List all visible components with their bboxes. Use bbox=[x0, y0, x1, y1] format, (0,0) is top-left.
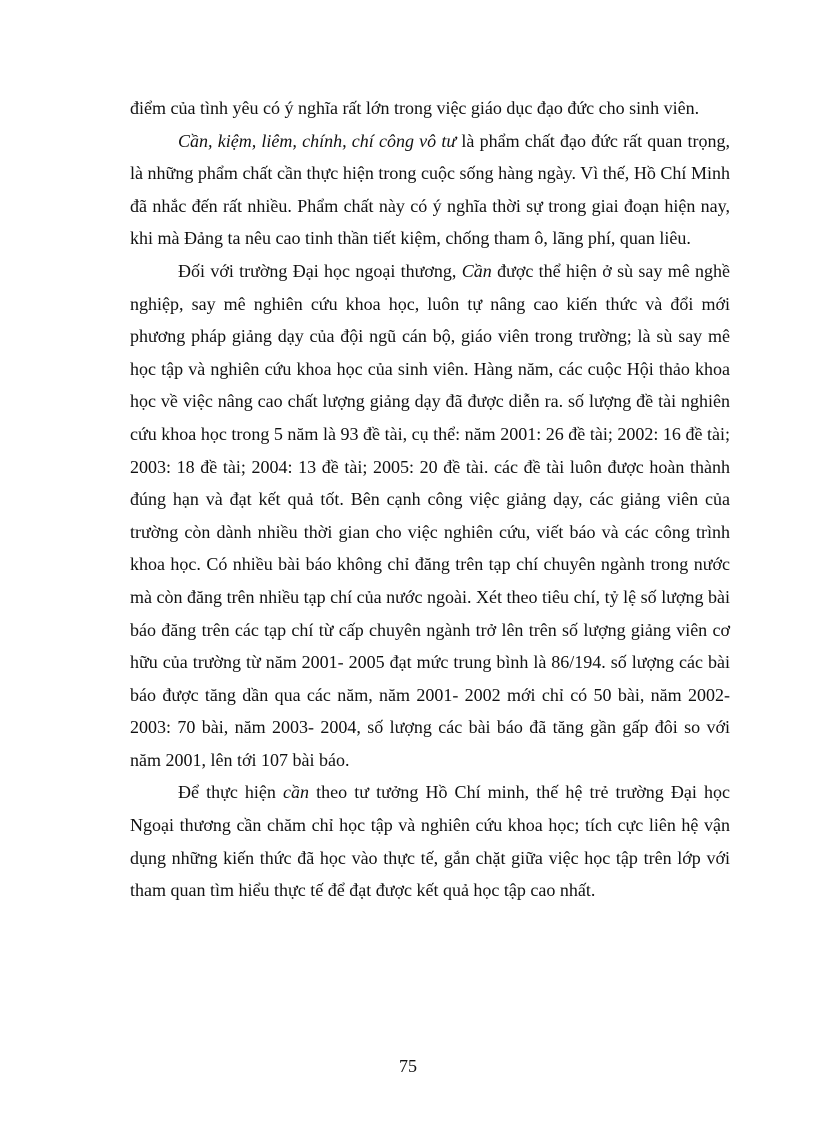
paragraph-1 bbox=[130, 92, 730, 125]
text-segment: được thể hiện ở sù say mê nghề nghiệp, say mê nghiên cứu khoa học, luôn tự nâng cao kiến thức và đổi mới phương pháp giảng dạy của đội ngũ cán bộ, giáo viên trong trường; là sù say mê học tập và nghiên cứu khoa học của sinh viên. Hàng năm, các cuộc Hội thảo khoa học về việc nâng cao chất lượng giảng dạy đã được diễn ra. số lượng đề tài nghiên cứu khoa học trong 5 năm là 93 đề tài, cụ thể: năm 2001: 26 đề tài; 2002: 16 đề tài; 2003: 18 đề tài; 2004: 13 đề tài; 2005: 20 đề tài. các đề tài luôn được hoàn thành đúng hạn và đạt kết quả tốt. Bên cạnh công việc giảng dạy, các giảng viên của trường còn dành nhiều thời gian cho việc nghiên cứu, viết báo và các công trình khoa học. Có nhiều bài báo không chỉ đăng trên tạp chí chuyên ngành trong nước mà còn đăng trên nhiều tạp chí của nước ngoài. Xét theo tiêu chí, tỷ lệ số lượng bài báo đăng trên các tạp chí từ cấp chuyên ngành trở lên trên số lượng giảng viên cơ hữu của trường từ năm 2001- 2005 đạt mức trung bình là 86/194. số lượng các bài báo được tăng dần qua các năm, năm 2001- 2002 mới chỉ có 50 bài, năm 2002- 2003: 70 bài, năm 2003- 2004, số lượng các bài báo đã tăng gần gấp đôi so với năm 2001, lên tới 107 bài báo. bbox=[130, 260, 730, 770]
text-segment: Đối với trường Đại học ngoại thương, bbox=[178, 260, 462, 281]
paragraph-4 bbox=[130, 776, 730, 906]
paragraph-3 bbox=[130, 255, 730, 777]
text-segment: Để thực hiện bbox=[178, 782, 284, 803]
text-segment: theo tư tưởng Hồ Chí minh, thế hệ trẻ trường Đại học Ngoại thương cần chăm chỉ học tập và nghiên cứu khoa học; tích cực liên hệ vận dụng những kiến thức đã học vào thực tế, gắn chặt giữa việc học tập trên lớp với tham quan tìm hiểu thực tế để đạt được kết quả học tập cao nhất. bbox=[130, 782, 730, 901]
page-number: 75 bbox=[399, 1056, 417, 1076]
body-text bbox=[130, 92, 730, 907]
paragraph-2 bbox=[130, 125, 730, 255]
text-segment: điểm của tình yêu có ý nghĩa rất lớn trong việc giáo dục đạo đức cho sinh viên. bbox=[130, 98, 700, 118]
text-segment: là phẩm chất đạo đức rất quan trọng, là những phẩm chất cần thực hiện trong cuộc sống hàng ngày. Vì thế, Hồ Chí Minh đã nhắc đến rất nhiều. Phẩm chất này có ý nghĩa thời sự trong giai đoạn hiện nay, khi mà Đảng ta nêu cao tinh thần tiết kiệm, chống tham ô, lãng phí, quan liêu. bbox=[130, 130, 730, 249]
italic-text-segment: Cần, kiệm, liêm, chính, chí công vô tư bbox=[178, 130, 457, 151]
italic-text-segment: cần bbox=[283, 782, 310, 803]
italic-text-segment: Cần bbox=[461, 260, 492, 281]
